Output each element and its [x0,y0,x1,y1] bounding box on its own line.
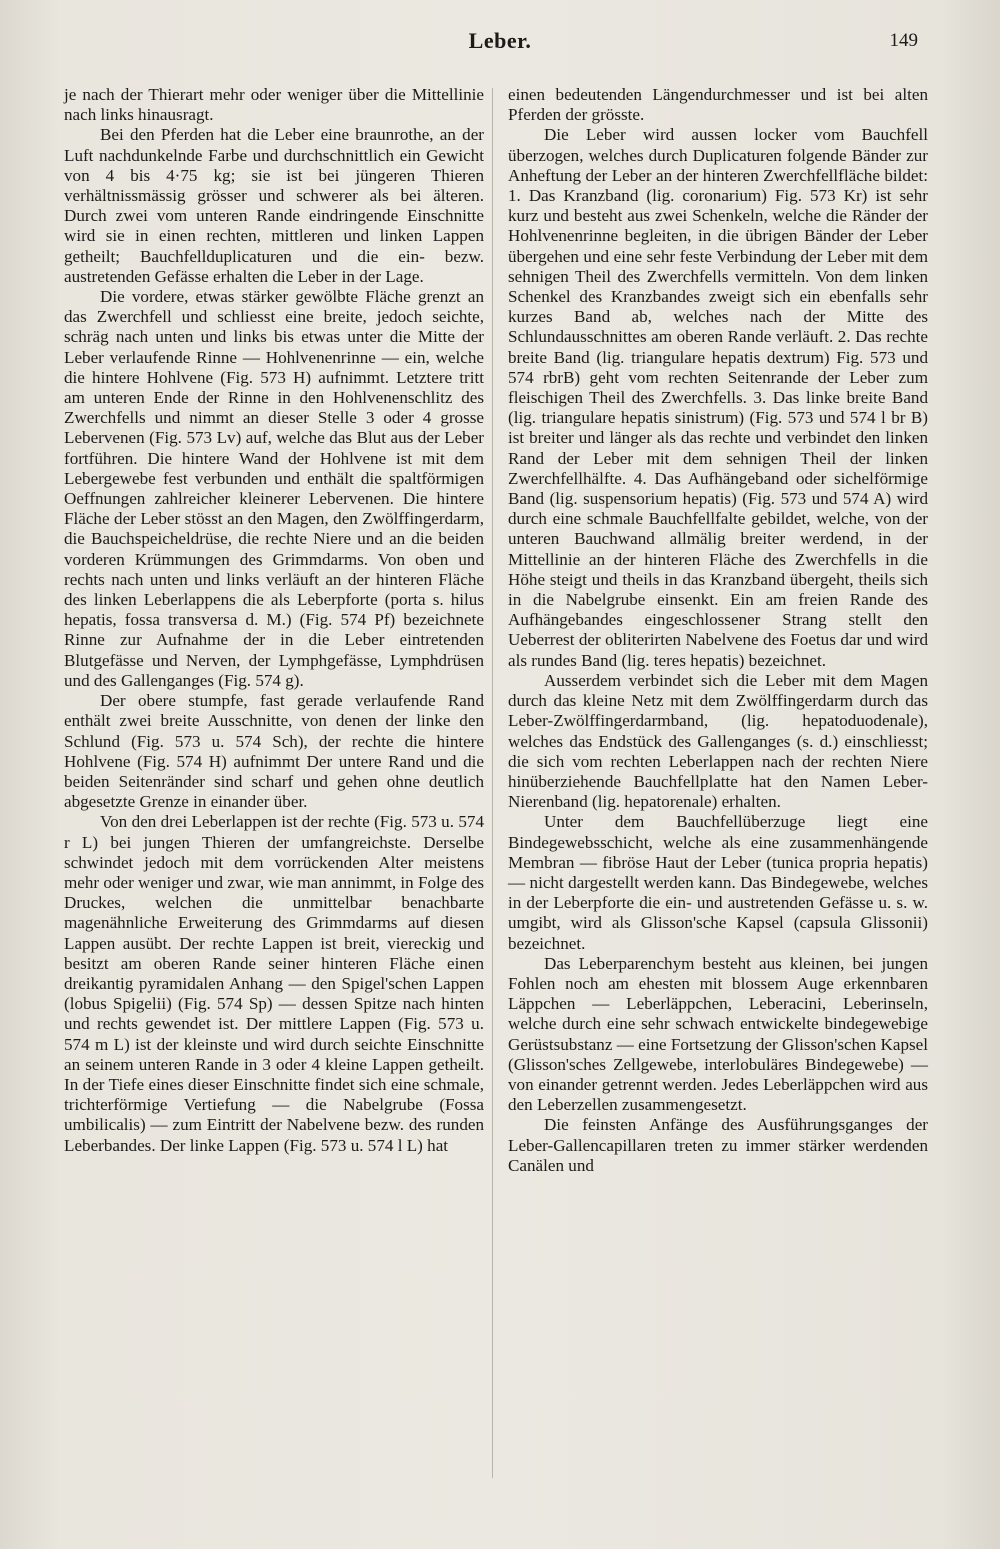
page-number: 149 [889,30,918,51]
paragraph: Die vordere, etwas stärker gewölbte Fläche grenzt an das Zwerchfell und schliesst eine breite, jedoch seichte, schräg nach unten und links bis etwas unter die Mitte der Leber verlaufende Rinne — Hohlvenenrinne — ein, welche die hintere Hohlvene (Fig. 573 H) aufnimmt. Letztere tritt am unteren Ende der Rinne in den Hohlvenenschlitz des Zwerchfells und nimmt an dieser Stelle 3 oder 4 grosse Lebervenen (Fig. 573 Lv) auf, welche das Blut aus der Leber fortführen. Die hintere Wand der Hohlvene ist mit dem Lebergewebe fest verbunden und enthält die spaltförmigen Oeffnungen zahlreicher kleinerer Lebervenen. Die hintere Fläche der Leber stösst an den Magen, den Zwölffingerdarm, die Bauchspeicheldrüse, die rechte Niere und an die beiden vorderen Krümmungen des Grimmdarms. Von oben und rechts nach unten und links verläuft an der hinteren Fläche des linken Leberlappens die als Leberpforte (porta s. hilus hepatis, fossa transversa d. M.) (Fig. 574 Pf) bezeichnete Rinne zur Aufnahme der in die Leber eintretenden Blutgefässe und Nerven, der Lymphgefässe, Lymphdrüsen und des Gallenganges (Fig. 574 g). [64,287,484,690]
paragraph: Der obere stumpfe, fast gerade verlaufende Rand enthält zwei breite Ausschnitte, von denen der linke den Schlund (Fig. 573 u. 574 Sch), der rechte die hintere Hohlvene (Fig. 574 H) aufnimmt Der untere Rand und die beiden Seitenränder sind scharf und gehen ohne deutlich abgesetzte Grenze in einander über. [64,691,484,812]
paragraph: Die Leber wird aussen locker vom Bauchfell überzogen, welches durch Duplicaturen folgende Bänder zur Anheftung der Leber an der hinteren Zwerchfellfläche bildet: 1. Das Kranzband (lig. coronarium) Fig. 573 Kr) ist sehr kurz und besteht aus zwei Schenkeln, welche die Ränder der Hohlvenenrinne begleiten, in die übrigen Bänder der Leber übergehen und eine sehr feste Verbindung der Leber mit dem sehnigen Theil des Zwerchfells vermitteln. Von dem linken Schenkel des Kranzbandes zweigt sich ein ebenfalls sehr kurzes Band ab, welches nach der Mitte des Schlundausschnittes am oberen Rande verläuft. 2. Das rechte breite Band (lig. triangulare hepatis dextrum) Fig. 573 und 574 rbrB) geht vom rechten Seitenrande der Leber zum fleischigen Theil des Zwerchfells. 3. Das linke breite Band (lig. triangulare hepatis sinistrum) (Fig. 573 und 574 l br B) ist breiter und länger als das rechte und verbindet den linken Rand der Leber mit dem sehnigen Theil der linken Zwerchfellhälfte. 4. Das Aufhängeband oder sichelförmige Band (lig. suspensorium hepatis) (Fig. 573 und 574 A) wird durch eine schmale Bauchfellfalte gebildet, welche, von der unteren Bauchwand allmälig breiter werdend, in der Mittellinie an der hinteren Fläche des Zwerchfells in die Höhe steigt und theils in das Kranzband übergeht, theils sich in die Nabelgrube einsenkt. Ein am freien Rande des Aufhängebandes eingeschlossener Strang stellt den Ueberrest der obliterirten Nabelvene des Foetus dar und wird als rundes Band (lig. teres hepatis) bezeichnet. [508,125,928,670]
running-head [0,28,1000,60]
paragraph: je nach der Thierart mehr oder weniger über die Mittellinie nach links hinausragt. [64,85,484,125]
paragraph: Die feinsten Anfänge des Ausführungsganges der Leber-Gallencapillaren treten zu immer stärker werdenden Canälen und [508,1115,928,1175]
paragraph: Bei den Pferden hat die Leber eine braunrothe, an der Luft nachdunkelnde Farbe und durchschnittlich ein Gewicht von 4 bis 4·75 kg; sie ist bei jüngeren Thieren verhältnissmässig grösser und schwerer als bei älteren. Durch zwei vom unteren Rande eindringende Einschnitte wird sie in einen rechten, mittleren und linken Lappen getheilt; Bauchfellduplicaturen und die ein- bezw. austretenden Gefässe erhalten die Leber in der Lage. [64,125,484,286]
paragraph: Von den drei Leberlappen ist der rechte (Fig. 573 u. 574 r L) bei jungen Thieren der umfangreichste. Derselbe schwindet jedoch mit dem vorrückenden Alter meistens mehr oder weniger und zwar, wie man annimmt, in Folge des Druckes, welchen die unmittelbar benachbarte magenähnliche Erweiterung des Grimmdarms auf diesen Lappen ausübt. Der rechte Lappen ist breit, viereckig und besitzt am oberen Rande seiner hinteren Fläche einen dreikantig pyramidalen Anhang — den Spigel'schen Lappen (lobus Spigelii) (Fig. 574 Sp) — dessen Spitze nach hinten und rechts gewendet ist. Der mittlere Lappen (Fig. 573 u. 574 m L) ist der kleinste und wird durch seichte Einschnitte an seinem unteren Rande in 3 oder 4 kleine Lappen getheilt. In der Tiefe eines dieser Einschnitte findet sich eine schmale, trichterförmige Vertiefung — die Nabelgrube (Fossa umbilicalis) — zum Eintritt der Nabelvene bezw. des runden Leberbandes. Der linke Lappen (Fig. 573 u. 574 l L) hat [64,812,484,1155]
column-divider [492,88,493,1478]
paragraph: Ausserdem verbindet sich die Leber mit dem Magen durch das kleine Netz mit dem Zwölffingerdarm durch das Leber-Zwölffingerdarmband, (lig. hepatoduodenale), welches das Endstück des Gallenganges (s. d.) einschliesst; die sich vom rechten Leberlappen nach der rechten Niere hinüberziehende Bauchfellplatte hat den Namen Leber-Nierenband (lig. hepatorenale) erhalten. [508,670,928,812]
paragraph: Das Leberparenchym besteht aus kleinen, bei jungen Fohlen noch am ehesten mit blossem Auge erkennbaren Läppchen — Leberläppchen, Leberacini, Leberinseln, welche durch eine sehr schwach entwickelte bindegewebige Gerüstsubstanz — eine Fortsetzung der Glisson'schen Kapsel (Glisson'sches Zellgewebe, interlobuläres Bindegewebe) — von einander getrennt werden. Jedes Leberläppchen wird aus den Leberzellen zusammengesetzt. [508,953,928,1115]
left-column [64,85,484,1156]
right-column [508,85,928,1176]
running-title: Leber. [468,28,532,53]
paragraph: einen bedeutenden Längendurchmesser und ist bei alten Pferden der grösste. [508,85,928,125]
paragraph: Unter dem Bauchfellüberzuge liegt eine Bindegewebsschicht, welche als eine zusammenhängende Membran — fibröse Haut der Leber (tunica propria hepatis) — nicht dargestellt werden kann. Das Bindegewebe, welches in der Leberpforte die ein- und austretenden Gefässe u. s. w. umgibt, wird als Glisson'sche Kapsel (capsula Glissonii) bezeichnet. [508,812,928,953]
